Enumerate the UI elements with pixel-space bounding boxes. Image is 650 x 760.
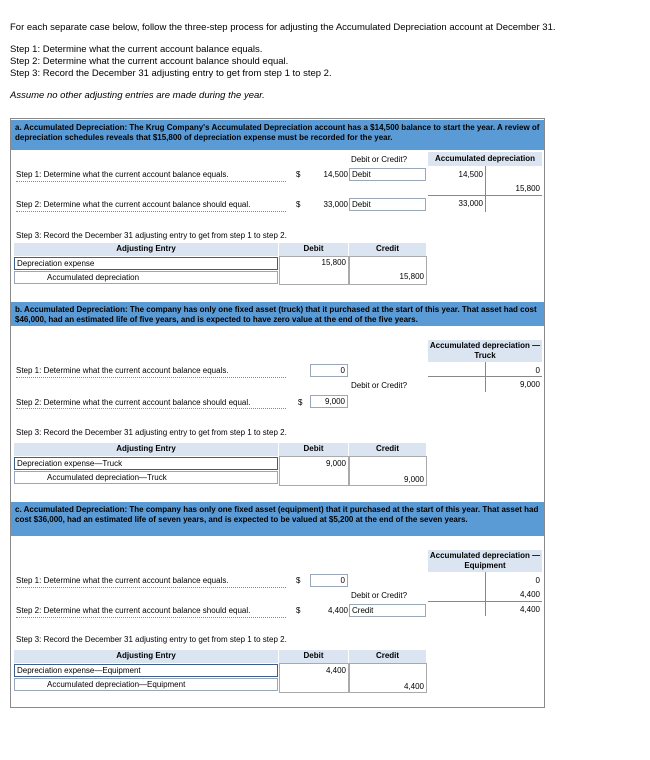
case-c-step2-label: Step 2: Determine what the current account balance should equal. [16, 606, 251, 615]
case-b-entry-debit-amount[interactable]: 9,000 [325, 459, 346, 468]
case-a-step3-label: Step 3: Record the December 31 adjusting entry to get from step 1 to step 2. [16, 231, 287, 240]
case-b-taccount-divider [485, 362, 486, 392]
case-a-entry-credit-amount[interactable]: 15,800 [399, 272, 424, 281]
case-c-step1-dollar: $ [296, 576, 301, 585]
divider [16, 377, 286, 378]
case-c-step1-label: Step 1: Determine what the current account balance equals. [16, 576, 229, 585]
divider [16, 617, 286, 618]
case-a-entry-credit-account[interactable]: Accumulated depreciation [14, 271, 278, 284]
case-a-dc-label: Debit or Credit? [351, 155, 408, 164]
case-b-credit-column [349, 456, 427, 486]
case-b-taccount-rule [428, 376, 542, 377]
case-a-taccount-right1[interactable]: 15,800 [515, 184, 540, 193]
case-a-step2-amount[interactable]: 33,000 [323, 200, 348, 209]
case-c-taccount-divider [485, 572, 486, 616]
case-c-adjusting-entry-header: Adjusting Entry [14, 650, 278, 663]
case-a-step1-label: Step 1: Determine what the current account balance equals. [16, 170, 229, 179]
divider [16, 587, 286, 588]
case-c-entry-debit-account[interactable]: Depreciation expense—Equipment [14, 664, 278, 677]
case-c-step2-dollar: $ [296, 606, 301, 615]
case-c-entry-credit-amount[interactable]: 4,400 [403, 682, 424, 691]
case-a-entry-debit-amount[interactable]: 15,800 [321, 258, 346, 267]
case-b-step2-dollar: $ [298, 398, 303, 407]
divider [16, 408, 286, 409]
case-c-debit-column [279, 663, 349, 693]
case-b-taccount-right1[interactable]: 0 [535, 366, 540, 375]
case-a-taccount-rule [428, 195, 542, 196]
case-c-entry-debit-amount[interactable]: 4,400 [325, 666, 346, 675]
case-c-step2-dc-select[interactable]: Credit [349, 604, 426, 617]
case-c-credit-column [349, 663, 427, 693]
case-a-credit-header: Credit [349, 243, 426, 256]
case-c-header: c. Accumulated Depreciation: The company has only one fixed asset (equipment) that it purchased at the start of this year. That asset had cost $36,000, had an estimated life of seven years, and is expected to be valued at $5,200 at the end of the seven years. [11, 502, 544, 536]
case-a-step1-dc-select[interactable]: Debit [349, 168, 426, 181]
divider [16, 181, 286, 182]
intro-step2: Step 2: Determine what the current account balance should equal. [10, 56, 289, 67]
case-b-taccount-title: Accumulated depreciation —Truck [429, 341, 541, 360]
case-b-credit-header: Credit [349, 443, 426, 456]
case-b-step1-amount[interactable]: 0 [310, 364, 348, 377]
case-b-header: b. Accumulated Depreciation: The company has only one fixed asset (truck) that it purchased at the start of this year. That asset had cost $46,000, had an estimated life of five years, and is expected to have zero value at the end of the five years. [11, 302, 544, 326]
case-a-step2-dc-select[interactable]: Debit [349, 198, 426, 211]
case-c-taccount-right1[interactable]: 0 [535, 576, 540, 585]
case-b-debit-header: Debit [279, 443, 348, 456]
case-c-taccount-right2[interactable]: 4,400 [519, 590, 540, 599]
case-a-taccount-divider [485, 166, 486, 212]
case-b-entry-credit-amount[interactable]: 9,000 [403, 475, 424, 484]
case-c-dc-label: Debit or Credit? [351, 591, 408, 600]
case-a-debit-column [279, 256, 349, 285]
case-a-credit-column [349, 256, 427, 285]
intro-assumption: Assume no other adjusting entries are made during the year. [10, 90, 265, 101]
intro-line: For each separate case below, follow the three-step process for adjusting the Accumulated Depreciation account at December 31. [10, 22, 556, 33]
case-b-dc-label: Debit or Credit? [351, 381, 408, 390]
case-b-step1-label: Step 1: Determine what the current account balance equals. [16, 366, 229, 375]
intro-block [10, 22, 556, 102]
case-a-step2-label: Step 2: Determine what the current account balance should equal. [16, 200, 251, 209]
case-a-taccount-title: Accumulated depreciation [428, 152, 542, 166]
case-c-step1-amount[interactable]: 0 [310, 574, 348, 587]
case-b-taccount-right2[interactable]: 9,000 [519, 380, 540, 389]
case-c-credit-header: Credit [349, 650, 426, 663]
case-a-header: a. Accumulated Depreciation: The Krug Company's Accumulated Depreciation account has a $14,500 balance to start the year. A review of depreciation schedules reveals that $15,800 of depreciation expense must be recorded for the year. [11, 120, 544, 150]
intro-step3: Step 3: Record the December 31 adjusting entry to get from step 1 to step 2. [10, 68, 332, 79]
case-c-debit-header: Debit [279, 650, 348, 663]
case-b-entry-debit-account[interactable]: Depreciation expense—Truck [14, 457, 278, 470]
case-a-taccount-left1[interactable]: 14,500 [458, 170, 483, 179]
case-a-step1-amount[interactable]: 14,500 [323, 170, 348, 179]
case-a-adjusting-entry-header: Adjusting Entry [14, 243, 278, 256]
divider [16, 211, 286, 212]
case-b-adjusting-entry-header: Adjusting Entry [14, 443, 278, 456]
case-c-step3-label: Step 3: Record the December 31 adjusting entry to get from step 1 to step 2. [16, 635, 287, 644]
case-a-taccount-left2[interactable]: 33,000 [458, 199, 483, 208]
case-c-taccount-right3[interactable]: 4,400 [519, 605, 540, 614]
case-a-step2-dollar: $ [296, 200, 301, 209]
case-b-step2-amount[interactable]: 9,000 [310, 395, 348, 408]
case-b-debit-column [279, 456, 349, 486]
case-c-entry-credit-account[interactable]: Accumulated depreciation—Equipment [14, 678, 278, 691]
case-b-step2-label: Step 2: Determine what the current account balance should equal. [16, 398, 251, 407]
case-a-debit-header: Debit [279, 243, 348, 256]
case-c-taccount-rule [428, 601, 542, 602]
case-a-entry-debit-account[interactable]: Depreciation expense [14, 257, 278, 270]
case-c-taccount-title: Accumulated depreciation —Equipment [429, 551, 541, 570]
case-a-step1-dollar: $ [296, 170, 301, 179]
case-b-step3-label: Step 3: Record the December 31 adjusting entry to get from step 1 to step 2. [16, 428, 287, 437]
case-c-step2-amount[interactable]: 4,400 [327, 606, 348, 615]
intro-step1: Step 1: Determine what the current account balance equals. [10, 44, 263, 55]
case-b-entry-credit-account[interactable]: Accumulated depreciation—Truck [14, 471, 278, 484]
